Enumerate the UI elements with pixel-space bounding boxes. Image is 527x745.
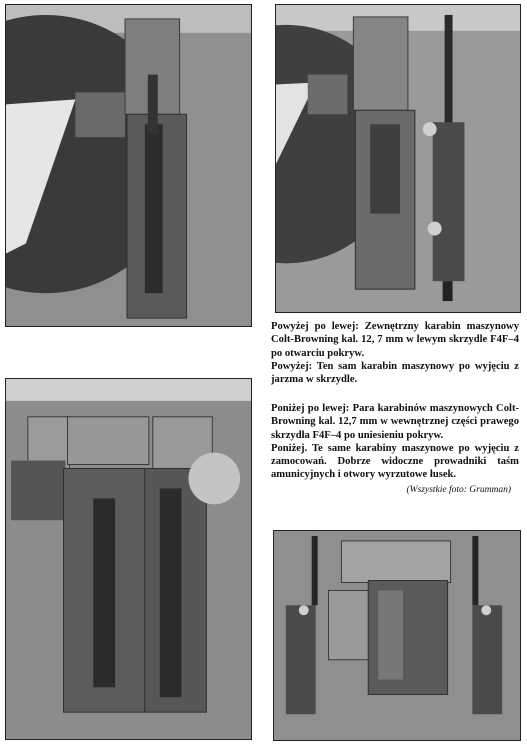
caption-text: Para karabinów maszynowych Colt-Browning kal. 12,7 mm w wewnętrznej części prawego skrzydła F4F–4 po uniesieniu pokryw. (271, 403, 520, 441)
photo-wing-gun-open-covers (5, 4, 252, 327)
caption-text: Zewnętrzny karabin maszynowy Colt-Browning kal. 12, 7 mm w lewym skrzydle F4F–4 po otwarciu pokryw. (271, 321, 519, 359)
photo-wing-gun-removed (275, 4, 521, 313)
caption-lead: Powyżej po lewej: (271, 321, 359, 332)
caption-text: Te same karabiny maszynowe po wyjęciu z zamocowań. Dobrze widoczne prowadniki taśm amunicyjnych i otwory wyrzutowe łusek. (271, 442, 519, 481)
caption-lead: Poniżej. (271, 442, 308, 454)
caption-bottom-paragraph-1 (271, 402, 519, 442)
caption-top-paragraph-1 (271, 320, 519, 360)
caption-top (271, 320, 519, 386)
caption-lead: Powyżej: (271, 360, 313, 372)
caption-bottom-paragraph-2 (271, 442, 519, 482)
photo-wing-gun-pair-installed (5, 378, 252, 740)
caption-lead: Poniżej po lewej: (271, 403, 350, 414)
caption-bottom (271, 402, 519, 497)
caption-top-paragraph-2 (271, 360, 519, 387)
photo-credit: (Wszystkie foto: Grumman) (406, 484, 511, 495)
caption-text: Ten sam karabin maszynowy po wyjęciu z jarzma w skrzydle. (271, 360, 519, 386)
photo-wing-gun-pair-removed (273, 530, 521, 741)
